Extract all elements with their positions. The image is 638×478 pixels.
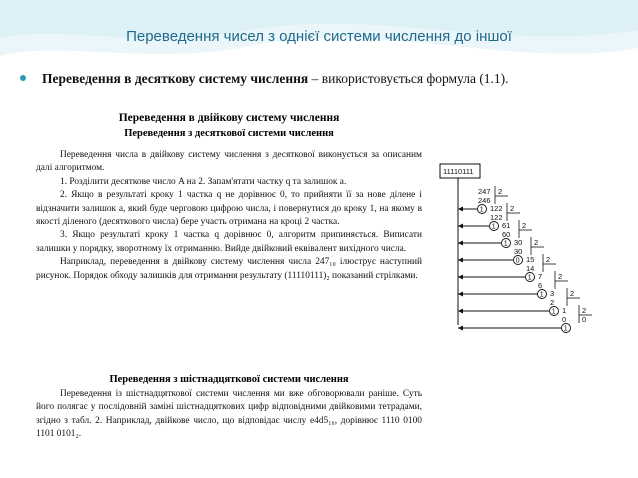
remainder-label: 0	[515, 257, 520, 265]
document-scan	[36, 108, 422, 466]
final-quotient-label: 0	[582, 315, 587, 324]
divisor-label: 2	[558, 272, 563, 281]
doc-heading-from-hex: Переведення з шістнадцяткової системи числення	[109, 374, 349, 385]
product-label: 60	[502, 230, 511, 239]
dividend-label: 3	[550, 289, 555, 298]
doc-heading-binary: Переведення в двійкову систему числення	[118, 112, 340, 124]
arrow-head	[458, 207, 463, 212]
dividend-label: 30	[514, 238, 523, 247]
dividend-label: 247	[478, 187, 491, 196]
divisor-label: 2	[522, 221, 527, 230]
product-label: 246	[478, 196, 491, 205]
product-label: 122	[490, 213, 503, 222]
arrow-head	[458, 258, 463, 263]
remainder-label: 1	[491, 223, 496, 231]
bullet-dot-icon	[20, 75, 26, 81]
remainder-label: 1	[503, 240, 508, 248]
doc-step-3: 3. Якщо результаті кроку 1 частка q дорівнює 0, алгоритм припиняється. Виписати залишки у порядку, зворотному їх отриманню. Вийде двійковий еквівалент вихідного числа.	[36, 230, 422, 254]
arrow-head	[458, 224, 463, 229]
divisor-label: 2	[534, 238, 539, 247]
divisor-label: 2	[570, 289, 575, 298]
remainder-label: 1	[527, 274, 532, 282]
remainder-label: 1	[563, 325, 568, 333]
arrow-head	[458, 309, 463, 314]
bullet-item	[20, 71, 620, 87]
product-label: 14	[526, 264, 535, 273]
dividend-label: 122	[490, 204, 503, 213]
remainder-label: 1	[479, 206, 484, 214]
bullet-rest-text: – використовується формула (1.1).	[308, 71, 509, 86]
product-label: 2	[550, 298, 555, 307]
product-label: 30	[514, 247, 523, 256]
arrow-head	[458, 292, 463, 297]
bullet-bold-text: Переведення в десяткову систему числення	[42, 71, 309, 86]
result-value: 11110111	[443, 167, 474, 176]
doc-step-1: 1. Розділити десяткове число A на 2. Запам'ятати частку q та залишок a.	[60, 176, 347, 187]
binary-division-diagram	[428, 160, 628, 340]
divisor-label: 2	[498, 187, 503, 196]
dividend-label: 7	[538, 272, 543, 281]
divisor-label: 2	[546, 255, 551, 264]
product-label: 6	[538, 281, 543, 290]
remainder-label: 1	[551, 308, 556, 316]
doc-heading-from-decimal: Переведення з десяткової системи числення	[124, 128, 334, 139]
dividend-label: 15	[526, 255, 535, 264]
doc-example: Наприклад, переведення в двійкову систему числення числа 247₁₀ ілюструє наступний рисунок. Порядок обходу залишків для отримання результату (11110111)₂ показаний стрілками.	[36, 257, 422, 281]
remainder-label: 1	[539, 291, 544, 299]
doc-intro: Переведення числа в двійкову систему числення з десяткової виконується за описаним далі алгоритмом.	[36, 150, 422, 174]
doc-hex-text: Переведення із шістнадцяткової системи числення ми вже обговорювали раніше. Суть його полягає у послідовній заміні шістнадцяткових цифр відповідними двійковими тетрадами, згідно з табл. 2. Наприклад, двійкове число, що відповідає числу e4d5₁₆, дорівнює 1110 0100 1101 0101₂.	[36, 389, 422, 440]
dividend-label: 1	[562, 306, 567, 315]
division-diagram-svg	[428, 160, 628, 340]
dividend-label: 61	[502, 221, 511, 230]
arrow-head	[458, 326, 463, 331]
divisor-label: 2	[582, 306, 587, 315]
arrow-head	[458, 275, 463, 280]
doc-step-2: 2. Якщо в результаті кроку 1 частка q не дорівнює 0, то прийняти її за нове ділене і відзначити залишок a, який буде черговою цифрою числа, і повернутися до кроку 1, на якому в якості діленого (десяткового числа) бере участь отримана на кроці 2 частка.	[36, 190, 422, 228]
product-label: 0	[562, 315, 567, 324]
divisor-label: 2	[510, 204, 515, 213]
doc-section-hex	[36, 370, 422, 442]
slide-title: Переведення чисел з однієї системи числення до іншої	[126, 28, 512, 45]
arrow-head	[458, 241, 463, 246]
